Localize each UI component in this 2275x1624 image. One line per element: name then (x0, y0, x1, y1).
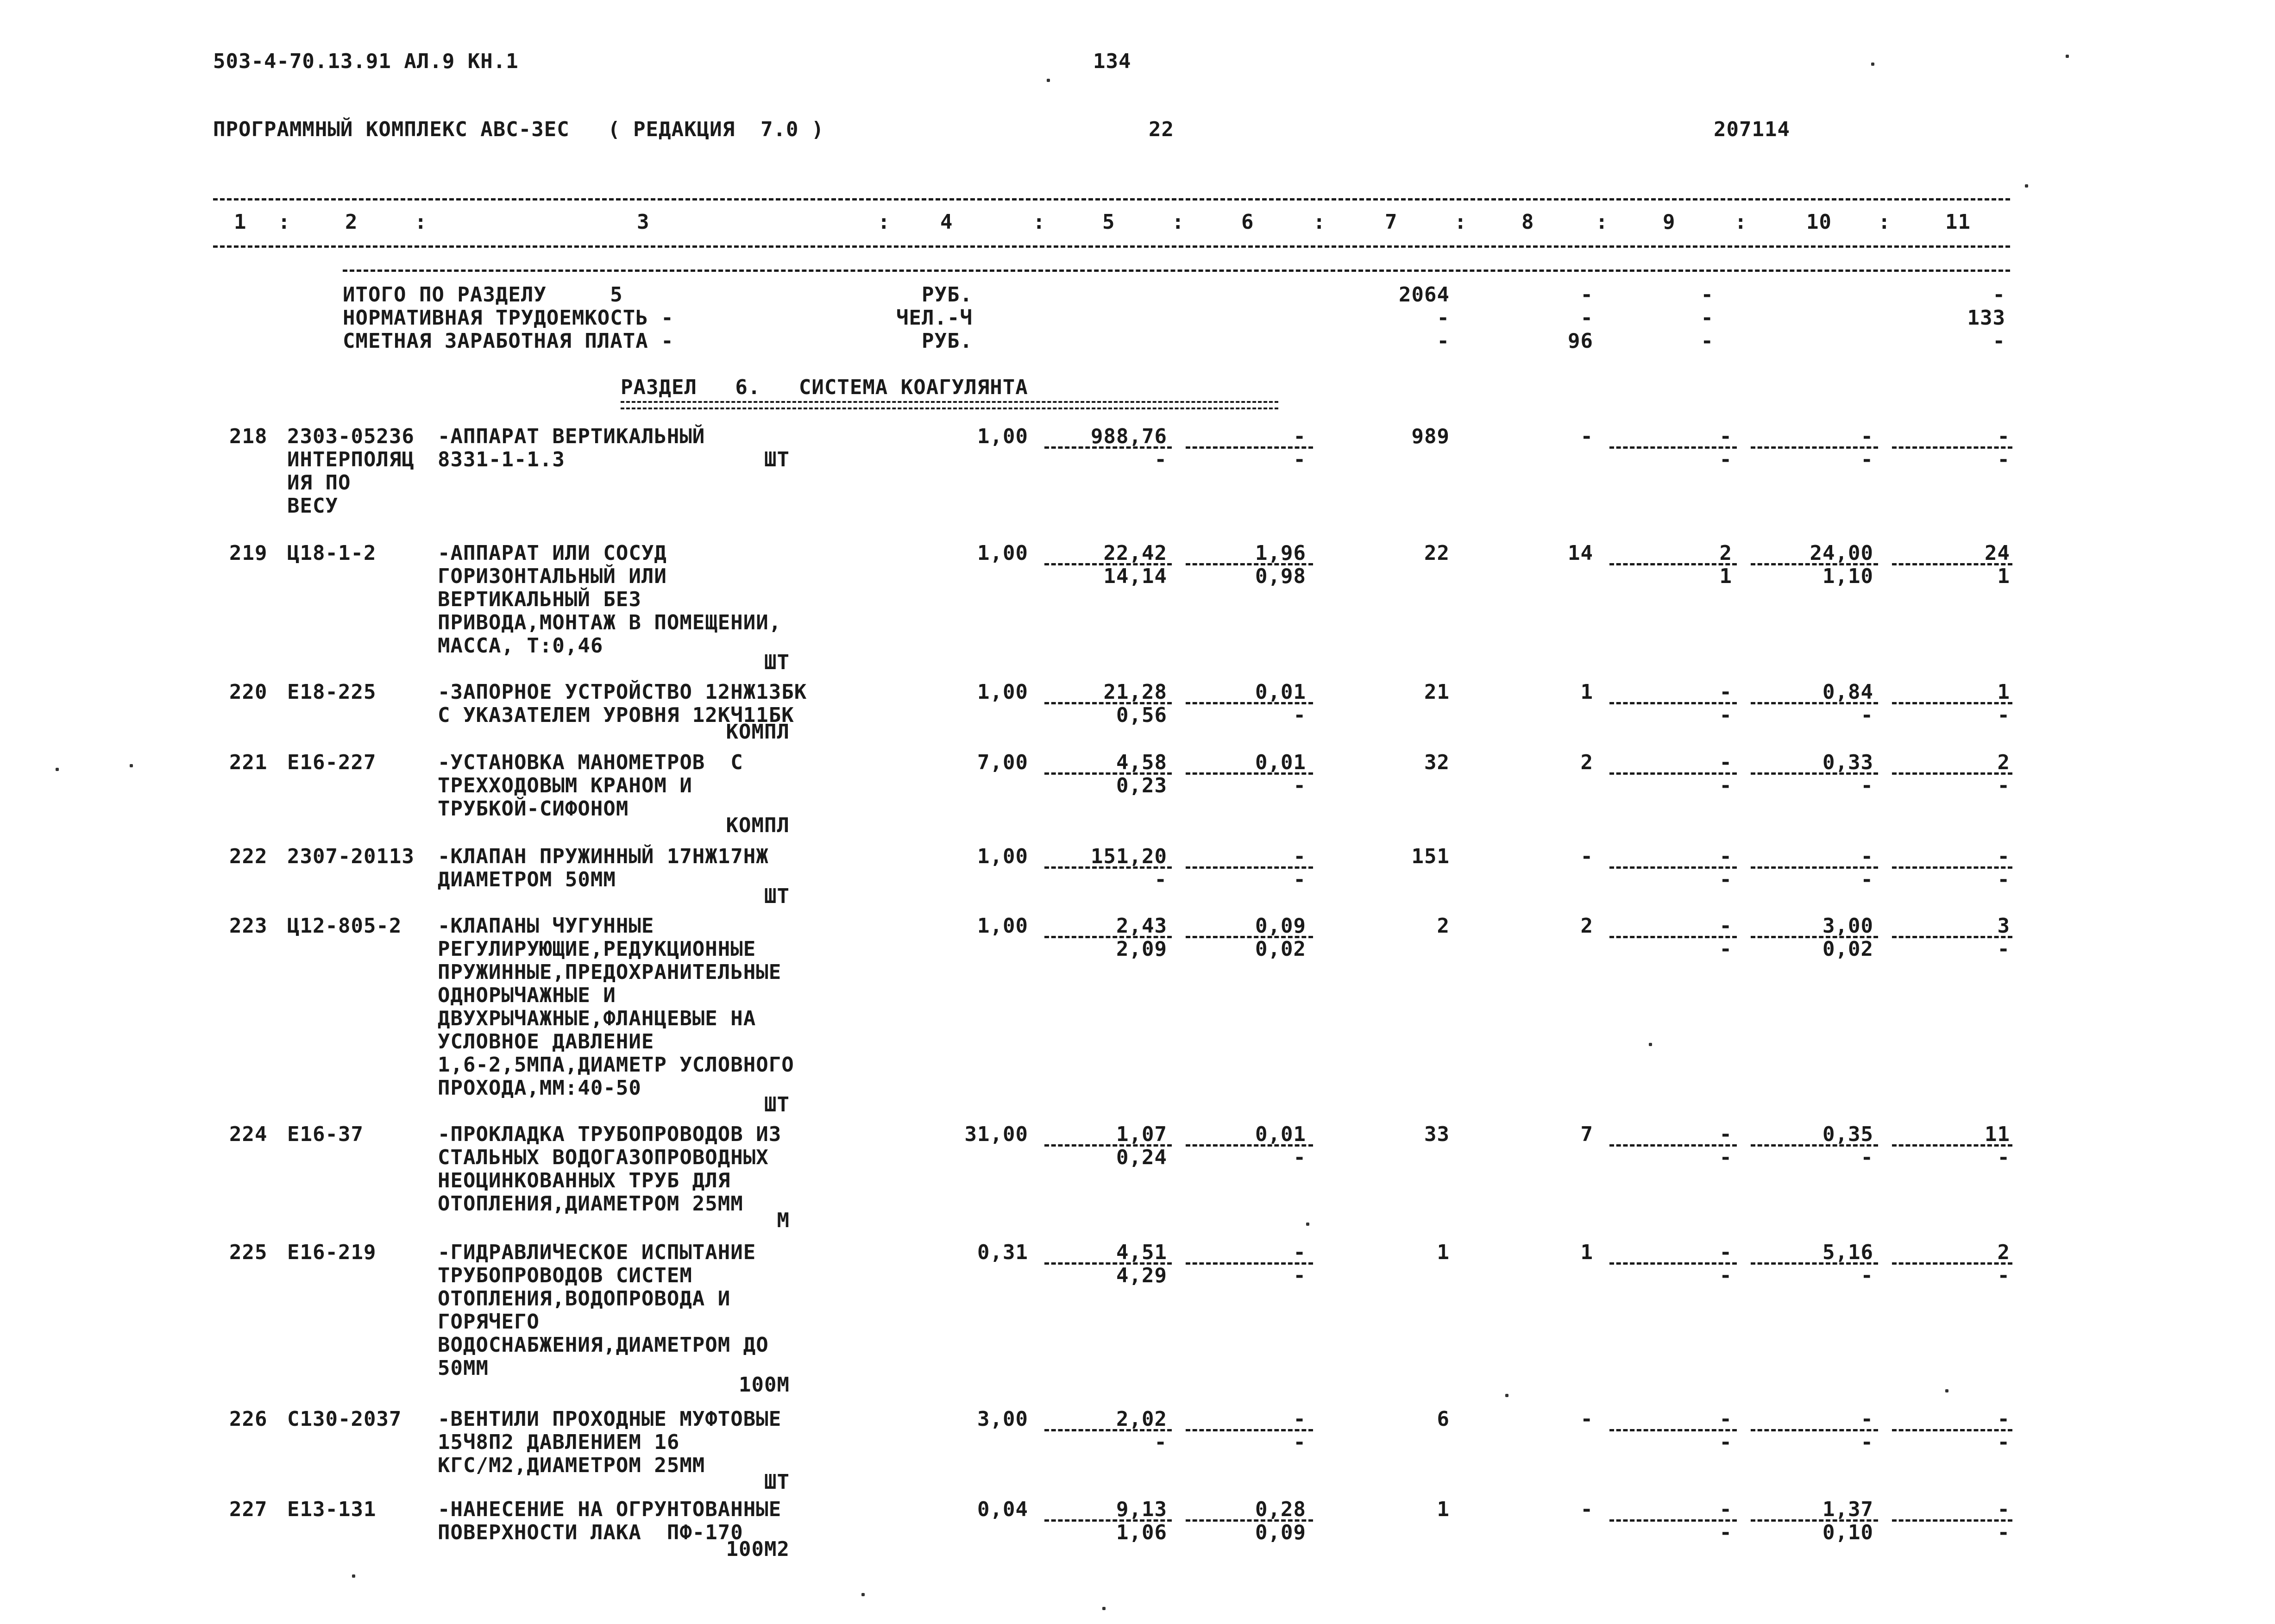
item-description-line: -КЛАПАН ПРУЖИННЫЙ 17НЖ17НЖ (438, 845, 769, 868)
item-col11-secondary: - (1997, 448, 2010, 471)
item-col9: - (1719, 1498, 1732, 1521)
summary-col9: - (1701, 306, 1714, 330)
item-description-line: ПРИВОДА,МОНТАЖ В ПОМЕЩЕНИИ, (438, 611, 782, 634)
header-rule-top (213, 198, 2010, 201)
cell-rule (1892, 772, 2012, 775)
summary-rule (343, 270, 2010, 272)
item-col6-secondary: 0,02 (1255, 937, 1306, 961)
item-code-note: ИНТЕРПОЛЯЦ (287, 448, 415, 471)
program-title: ПРОГРАММНЫЙ КОМПЛЕКС АВС-3ЕС ( РЕДАКЦИЯ 7.0 ) (213, 118, 824, 141)
cell-rule (1044, 866, 1172, 869)
item-col9: - (1719, 845, 1732, 868)
item-col7: 21 (1424, 680, 1450, 704)
cell-rule (1751, 866, 1878, 869)
item-number: 225 (229, 1241, 268, 1264)
cell-rule (1892, 563, 2012, 565)
item-col5: 2,02 (1116, 1407, 1167, 1431)
item-unit: 100М2 (726, 1537, 790, 1561)
item-col8: 7 (1580, 1122, 1593, 1146)
item-description-line: ПРОХОДА,ММ:40-50 (438, 1076, 641, 1100)
item-col9: - (1719, 1122, 1732, 1146)
item-quantity: 7,00 (977, 751, 1028, 774)
item-description-line: ДИАМЕТРОМ 50ММ (438, 868, 616, 891)
item-col5: 9,13 (1116, 1498, 1167, 1521)
item-col5-secondary: 0,23 (1116, 774, 1167, 797)
item-code: С130-2037 (287, 1407, 402, 1431)
item-col8: - (1580, 1498, 1593, 1521)
item-col8: - (1580, 845, 1593, 868)
item-quantity: 1,00 (977, 425, 1028, 448)
column-number: 5 (1102, 210, 1115, 234)
item-col10: 1,37 (1823, 1498, 1873, 1521)
item-quantity: 1,00 (977, 541, 1028, 565)
item-col6-secondary: - (1293, 1430, 1306, 1454)
item-col9-secondary: - (1719, 703, 1732, 727)
item-number: 223 (229, 914, 268, 938)
item-col9-secondary: - (1719, 1430, 1732, 1454)
column-number: 9 (1663, 210, 1676, 234)
item-col10: - (1860, 425, 1873, 448)
column-number: 10 (1806, 210, 1832, 234)
scan-speck (2025, 184, 2028, 188)
item-col6: - (1293, 1241, 1306, 1264)
item-quantity: 3,00 (977, 1407, 1028, 1431)
item-col5: 22,42 (1103, 541, 1167, 565)
item-code: Е16-219 (287, 1241, 377, 1264)
summary-label: ИТОГО ПО РАЗДЕЛУ 5 (343, 283, 623, 307)
item-col6-secondary: - (1293, 868, 1306, 891)
item-col5-secondary: 1,06 (1116, 1521, 1167, 1544)
cell-rule (1892, 1519, 2012, 1522)
summary-label: НОРМАТИВНАЯ ТРУДОЕМКОСТЬ - (343, 306, 674, 330)
column-separator: : (1033, 210, 1046, 234)
item-description-line: 50ММ (438, 1356, 489, 1380)
item-quantity: 31,00 (964, 1122, 1028, 1146)
item-col6: - (1293, 1407, 1306, 1431)
scan-speck (1871, 63, 1874, 66)
item-unit: 100М (739, 1373, 790, 1397)
item-col5-secondary: - (1154, 448, 1167, 471)
item-col9-secondary: - (1719, 937, 1732, 961)
scan-speck (1945, 1389, 1948, 1392)
item-description-line: -ГИДРАВЛИЧЕСКОЕ ИСПЫТАНИЕ (438, 1241, 756, 1264)
item-description-line: -ЗАПОРНОЕ УСТРОЙСТВО 12НЖ13БК (438, 680, 807, 704)
column-separator: : (878, 210, 891, 234)
item-col6-secondary: 0,09 (1255, 1521, 1306, 1544)
item-col9-secondary: 1 (1719, 564, 1732, 588)
item-col10-secondary: 0,02 (1823, 937, 1873, 961)
item-col9: - (1719, 914, 1732, 938)
cell-rule (1751, 772, 1878, 775)
item-col5-secondary: 0,56 (1116, 703, 1167, 727)
item-col9: 2 (1719, 541, 1732, 565)
column-separator: : (1878, 210, 1891, 234)
item-col11: 3 (1997, 914, 2010, 938)
item-description-line: 15Ч8П2 ДАВЛЕНИЕМ 16 (438, 1430, 680, 1454)
cell-rule (1751, 702, 1878, 704)
column-separator: : (1313, 210, 1326, 234)
item-description-line: -КЛАПАНЫ ЧУГУННЫЕ (438, 914, 654, 938)
cell-rule (1892, 1429, 2012, 1431)
item-col5: 1,07 (1116, 1122, 1167, 1146)
item-unit: КОМПЛ (726, 814, 790, 837)
column-separator: : (415, 210, 427, 234)
item-col5-secondary: - (1154, 868, 1167, 891)
item-code: 2303-05236 (287, 425, 415, 448)
cell-rule (1892, 446, 2012, 449)
cell-rule (1751, 446, 1878, 449)
item-col9: - (1719, 425, 1732, 448)
item-col10: 5,16 (1823, 1241, 1873, 1264)
item-number: 227 (229, 1498, 268, 1521)
item-code: Ц18-1-2 (287, 541, 377, 565)
item-number: 220 (229, 680, 268, 704)
item-col6: 0,01 (1255, 751, 1306, 774)
cell-rule (1044, 1429, 1172, 1431)
item-col7: 1 (1437, 1498, 1450, 1521)
item-description-line: -ПРОКЛАДКА ТРУБОПРОВОДОВ ИЗ (438, 1122, 782, 1146)
item-col10-secondary: - (1860, 1430, 1873, 1454)
item-description-line: РЕГУЛИРУЮЩИЕ,РЕДУКЦИОННЫЕ (438, 937, 756, 961)
item-col6-secondary: - (1293, 1264, 1306, 1287)
cell-rule (1892, 702, 2012, 704)
cell-rule (1609, 936, 1737, 938)
item-col10-secondary: - (1860, 448, 1873, 471)
item-number: 221 (229, 751, 268, 774)
item-description-line: 8331-1-1.3 (438, 448, 565, 471)
item-col9-secondary: - (1719, 868, 1732, 891)
cell-rule (1609, 563, 1737, 565)
item-description-line: ТРУБКОЙ-СИФОНОМ (438, 797, 629, 821)
item-col6-secondary: - (1293, 448, 1306, 471)
page-number: 134 (1093, 50, 1131, 73)
summary-col9: - (1701, 283, 1714, 307)
item-col10-secondary: - (1860, 774, 1873, 797)
item-col5: 4,58 (1116, 751, 1167, 774)
item-col5-secondary: - (1154, 1430, 1167, 1454)
section-title: РАЗДЕЛ 6. СИСТЕМА КОАГУЛЯНТА (621, 376, 1028, 399)
item-unit: ШТ (764, 651, 790, 674)
item-description-line: ТРУБОПРОВОДОВ СИСТЕМ (438, 1264, 692, 1287)
item-col8: 14 (1568, 541, 1593, 565)
item-col6-secondary: - (1293, 1146, 1306, 1169)
cell-rule (1751, 1429, 1878, 1431)
summary-col11: 133 (1967, 306, 2005, 330)
item-quantity: 0,04 (977, 1498, 1028, 1521)
item-code: Е16-37 (287, 1122, 364, 1146)
item-col7: 2 (1437, 914, 1450, 938)
item-col6: 0,01 (1255, 680, 1306, 704)
item-col6: - (1293, 425, 1306, 448)
item-col8: - (1580, 425, 1593, 448)
item-col9: - (1719, 680, 1732, 704)
item-description-line: СТАЛЬНЫХ ВОДОГАЗОПРОВОДНЫХ (438, 1146, 769, 1169)
scan-speck (861, 1593, 865, 1596)
item-col7: 6 (1437, 1407, 1450, 1431)
item-description-line: ТРЕХХОДОВЫМ КРАНОМ И (438, 774, 692, 797)
cell-rule (1751, 1144, 1878, 1147)
column-number: 3 (637, 210, 650, 234)
item-description-line: УСЛОВНОЕ ДАВЛЕНИЕ (438, 1030, 654, 1053)
item-col9-secondary: - (1719, 1264, 1732, 1287)
summary-col7: - (1437, 329, 1450, 353)
item-col11: 2 (1997, 751, 2010, 774)
item-col6: 1,96 (1255, 541, 1306, 565)
item-col7: 1 (1437, 1241, 1450, 1264)
item-description-line: ВЕРТИКАЛЬНЫЙ БЕЗ (438, 588, 641, 611)
item-col5-secondary: 4,29 (1116, 1264, 1167, 1287)
column-separator: : (1596, 210, 1609, 234)
scan-speck (1306, 1223, 1309, 1226)
column-separator: : (278, 210, 291, 234)
item-col11: 11 (1985, 1122, 2010, 1146)
item-col10: 0,35 (1823, 1122, 1873, 1146)
item-col10-secondary: - (1860, 1146, 1873, 1169)
item-col7: 32 (1424, 751, 1450, 774)
item-col7: 33 (1424, 1122, 1450, 1146)
item-description-line: ВОДОСНАБЖЕНИЯ,ДИАМЕТРОМ ДО (438, 1333, 769, 1357)
cell-rule (1044, 446, 1172, 449)
item-col10-secondary: - (1860, 1264, 1873, 1287)
item-code: 2307-20113 (287, 845, 415, 868)
item-col6: 0,28 (1255, 1498, 1306, 1521)
cell-rule (1609, 772, 1737, 775)
item-col6-secondary: 0,98 (1255, 564, 1306, 588)
item-code: Е18-225 (287, 680, 377, 704)
item-col6: 0,09 (1255, 914, 1306, 938)
summary-col8: 96 (1568, 329, 1593, 353)
item-col10-secondary: 1,10 (1823, 564, 1873, 588)
item-col6: - (1293, 845, 1306, 868)
item-col7: 22 (1424, 541, 1450, 565)
item-col6-secondary: - (1293, 774, 1306, 797)
item-number: 218 (229, 425, 268, 448)
item-col10: - (1860, 845, 1873, 868)
item-col11-secondary: - (1997, 937, 2010, 961)
item-col10: - (1860, 1407, 1873, 1431)
item-col11: - (1997, 1498, 2010, 1521)
doc-code: 503-4-70.13.91 АЛ.9 КН.1 (213, 50, 519, 73)
item-unit: ШТ (764, 884, 790, 908)
item-description-line: НЕОЦИНКОВАННЫХ ТРУБ ДЛЯ (438, 1169, 731, 1192)
item-quantity: 1,00 (977, 914, 1028, 938)
item-col9: - (1719, 751, 1732, 774)
item-col11-secondary: - (1997, 774, 2010, 797)
cell-rule (1892, 1262, 2012, 1265)
item-col5: 4,51 (1116, 1241, 1167, 1264)
scan-speck (352, 1574, 355, 1578)
item-col6-secondary: - (1293, 703, 1306, 727)
item-number: 222 (229, 845, 268, 868)
scan-speck (56, 768, 59, 771)
item-col10-secondary: - (1860, 703, 1873, 727)
item-description-line: -НАНЕСЕНИЕ НА ОГРУНТОВАННЫЕ (438, 1498, 782, 1521)
cell-rule (1609, 702, 1737, 704)
item-col10-secondary: - (1860, 868, 1873, 891)
item-description-line: ДВУХРЫЧАЖНЫЕ,ФЛАНЦЕВЫЕ НА (438, 1007, 756, 1030)
cell-rule (1892, 866, 2012, 869)
summary-unit: РУБ. (922, 329, 973, 353)
item-col10: 3,00 (1823, 914, 1873, 938)
item-col11-secondary: - (1997, 868, 2010, 891)
item-col9-secondary: - (1719, 448, 1732, 471)
item-col8: 1 (1580, 680, 1593, 704)
cell-rule (1609, 1519, 1737, 1522)
item-description-line: -АППАРАТ ИЛИ СОСУД (438, 541, 667, 565)
item-col11-secondary: - (1997, 1264, 2010, 1287)
item-col11: 24 (1985, 541, 2010, 565)
item-col11-secondary: - (1997, 1521, 2010, 1544)
item-quantity: 0,31 (977, 1241, 1028, 1264)
item-col10: 24,00 (1810, 541, 1873, 565)
summary-unit: РУБ. (922, 283, 973, 307)
item-unit: КОМПЛ (726, 720, 790, 744)
summary-col9: - (1701, 329, 1714, 353)
item-description-line: ГОРЯЧЕГО (438, 1310, 540, 1334)
column-number: 1 (234, 210, 247, 234)
item-col10: 0,33 (1823, 751, 1873, 774)
item-col5: 21,28 (1103, 680, 1167, 704)
item-number: 226 (229, 1407, 268, 1431)
document-code: 207114 (1714, 118, 1790, 141)
item-col8: 1 (1580, 1241, 1593, 1264)
cell-rule (1609, 1262, 1737, 1265)
item-col9: - (1719, 1407, 1732, 1431)
item-col9: - (1719, 1241, 1732, 1264)
column-number: 2 (345, 210, 358, 234)
item-description-line: ОДНОРЫЧАЖНЫЕ И (438, 984, 616, 1007)
item-quantity: 1,00 (977, 845, 1028, 868)
cell-rule (1892, 936, 2012, 938)
scan-speck (130, 764, 133, 767)
item-col8: 2 (1580, 751, 1593, 774)
cell-rule (1609, 446, 1737, 449)
cell-rule (1751, 1262, 1878, 1265)
summary-col7: - (1437, 306, 1450, 330)
header-rule-bottom (213, 245, 2010, 248)
item-col11: - (1997, 1407, 2010, 1431)
item-description-line: -ВЕНТИЛИ ПРОХОДНЫЕ МУФТОВЫЕ (438, 1407, 782, 1431)
summary-col7: 2064 (1399, 283, 1450, 307)
item-unit: М (777, 1209, 790, 1232)
summary-col11: - (1992, 283, 2005, 307)
item-code: Е16-227 (287, 751, 377, 774)
summary-label: СМЕТНАЯ ЗАРАБОТНАЯ ПЛАТА - (343, 329, 674, 353)
item-col8: - (1580, 1407, 1593, 1431)
column-separator: : (1735, 210, 1747, 234)
item-col11-secondary: - (1997, 1430, 2010, 1454)
item-col11: 2 (1997, 1241, 2010, 1264)
item-code: Ц12-805-2 (287, 914, 402, 938)
item-description-line: ГОРИЗОНТАЛЬНЫЙ ИЛИ (438, 564, 667, 588)
summary-col8: - (1580, 283, 1593, 307)
item-description-line: ОТОПЛЕНИЯ,ДИАМЕТРОМ 25ММ (438, 1192, 743, 1216)
item-description-line: 1,6-2,5МПА,ДИАМЕТР УСЛОВНОГО (438, 1053, 794, 1077)
cell-rule (1609, 1144, 1737, 1147)
item-description-line: КГС/М2,ДИАМЕТРОМ 25ММ (438, 1454, 705, 1477)
item-description-line: ПРУЖИННЫЕ,ПРЕДОХРАНИТЕЛЬНЫЕ (438, 960, 782, 984)
cell-rule (1609, 866, 1737, 869)
item-unit: ШТ (764, 448, 790, 471)
item-code-note: ИЯ ПО (287, 471, 351, 495)
item-col5-secondary: 0,24 (1116, 1146, 1167, 1169)
item-description-line: ПОВЕРХНОСТИ ЛАКА ПФ-170 (438, 1521, 743, 1544)
summary-col11: - (1992, 329, 2005, 353)
item-quantity: 1,00 (977, 680, 1028, 704)
item-col11: - (1997, 425, 2010, 448)
column-number: 8 (1521, 210, 1534, 234)
item-col11-secondary: - (1997, 703, 2010, 727)
item-number: 224 (229, 1122, 268, 1146)
item-col11-secondary: 1 (1997, 564, 2010, 588)
item-unit: ШТ (764, 1093, 790, 1116)
item-col11: - (1997, 845, 2010, 868)
item-col11: 1 (1997, 680, 2010, 704)
item-col5-secondary: 2,09 (1116, 937, 1167, 961)
column-number: 6 (1241, 210, 1254, 234)
item-description-line: -УСТАНОВКА МАНОМЕТРОВ С (438, 751, 743, 774)
item-description-line: ОТОПЛЕНИЯ,ВОДОПРОВОДА И (438, 1287, 731, 1310)
item-description-line: С УКАЗАТЕЛЕМ УРОВНЯ 12КЧ11БК (438, 703, 794, 727)
item-col5: 2,43 (1116, 914, 1167, 938)
scan-speck (1505, 1394, 1508, 1397)
item-code-note: ВЕСУ (287, 494, 338, 518)
item-col10-secondary: 0,10 (1823, 1521, 1873, 1544)
sheet-number: 22 (1149, 118, 1174, 141)
item-col10: 0,84 (1823, 680, 1873, 704)
column-separator: : (1172, 210, 1185, 234)
item-col9-secondary: - (1719, 774, 1732, 797)
item-col5: 988,76 (1091, 425, 1167, 448)
item-col5: 151,20 (1091, 845, 1167, 868)
scan-speck (1649, 1043, 1652, 1046)
item-col6: 0,01 (1255, 1122, 1306, 1146)
item-col7: 151 (1411, 845, 1450, 868)
item-col8: 2 (1580, 914, 1593, 938)
column-number: 11 (1945, 210, 1971, 234)
column-number: 4 (940, 210, 953, 234)
summary-unit: ЧЕЛ.-Ч (896, 306, 973, 330)
item-col11-secondary: - (1997, 1146, 2010, 1169)
cell-rule (1609, 1429, 1737, 1431)
cell-rule (1892, 1144, 2012, 1147)
section-title-underline (621, 401, 1278, 409)
item-description-line: -АППАРАТ ВЕРТИКАЛЬНЫЙ (438, 425, 705, 448)
item-col5-secondary: 14,14 (1103, 564, 1167, 588)
summary-col8: - (1580, 306, 1593, 330)
item-col9-secondary: - (1719, 1146, 1732, 1169)
item-description-line: МАССА, Т:0,46 (438, 634, 603, 658)
scan-speck (2066, 55, 2069, 58)
item-code: Е13-131 (287, 1498, 377, 1521)
item-col9-secondary: - (1719, 1521, 1732, 1544)
column-separator: : (1454, 210, 1467, 234)
item-col7: 989 (1411, 425, 1450, 448)
scan-speck (1047, 79, 1050, 82)
column-number: 7 (1385, 210, 1398, 234)
item-number: 219 (229, 541, 268, 565)
item-unit: ШТ (764, 1470, 790, 1494)
scan-speck (1102, 1607, 1106, 1610)
